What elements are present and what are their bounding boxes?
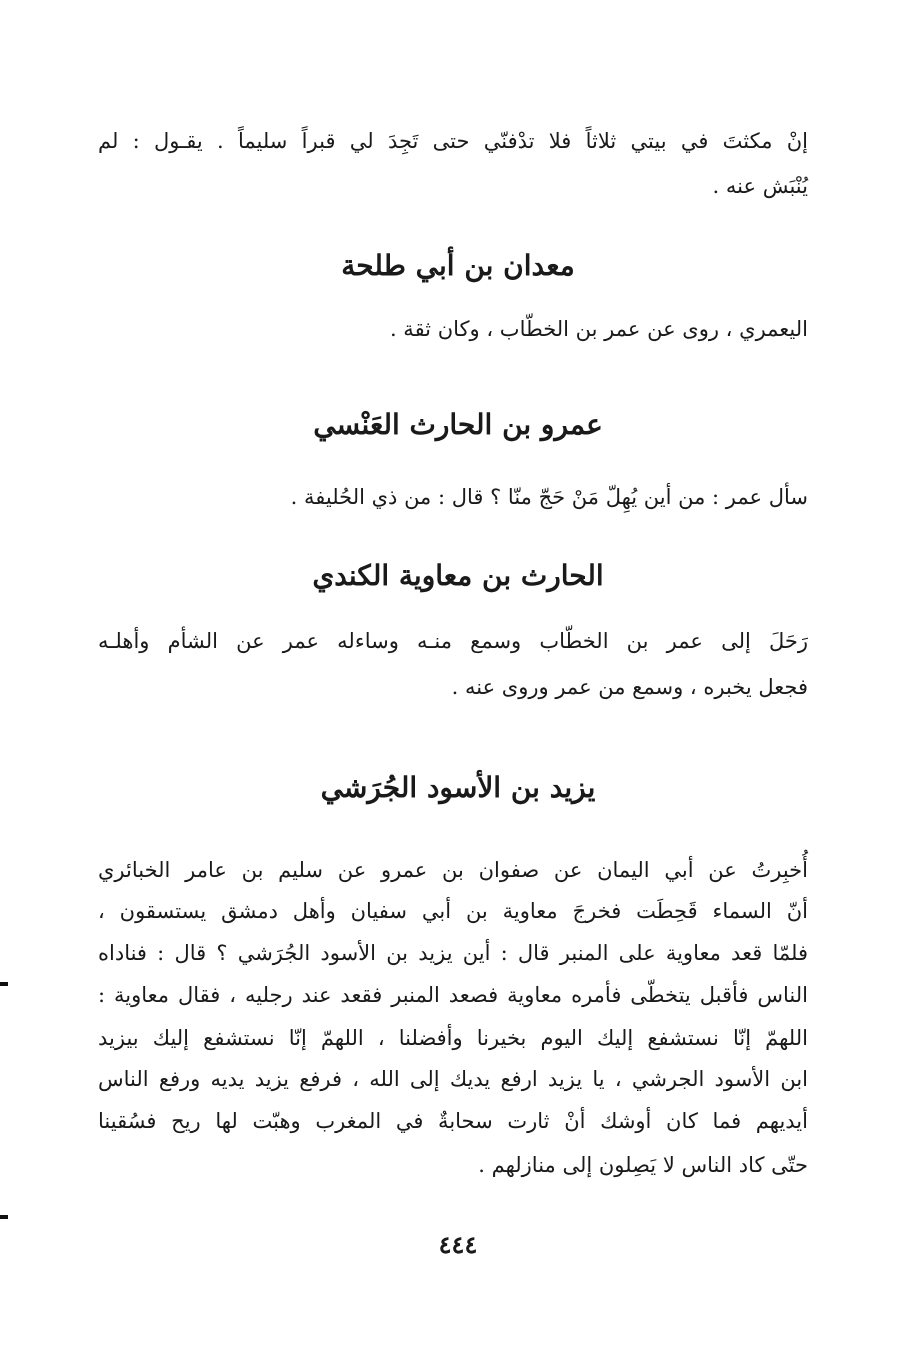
body-line: أيديهم فما كان أوشك أنْ ثارت سحابةٌ في المغرب وهبّت لها ريح فسُقينا (98, 1109, 808, 1133)
scan-margin-mark (0, 982, 8, 986)
page-number: ٤٤٤ (438, 1230, 478, 1259)
scan-margin-mark (0, 1215, 8, 1219)
body-line: سأل عمر : من أين يُهِلّ مَنْ حَجّ منّا ؟ قال : من ذي الحُليفة . (290, 485, 808, 509)
entry-heading: عمرو بن الحارث العَنْسي (313, 408, 603, 441)
body-line: أُخبِرتُ عن أبي اليمان عن صفوان بن عمرو عن سليم بن عامر الخبائري (98, 858, 808, 882)
body-line: اللهمّ إنّا نستشفع إليك اليوم بخيرنا وأفضلنا ، اللهمّ إنّا نستشفع إليك بيزيد (98, 1026, 808, 1050)
body-line: اليعمري ، روى عن عمر بن الخطّاب ، وكان ثقة . (389, 317, 808, 341)
entry-heading: معدان بن أبي طلحة (341, 249, 575, 282)
body-line: فجعل يخبره ، وسمع من عمر وروى عنه . (451, 675, 808, 699)
entry-heading: الحارث بن معاوية الكندي (312, 559, 604, 592)
body-line: أنّ السماء قَحِطَت فخرجَ معاوية بن أبي سفيان وأهل دمشق يستسقون ، (98, 899, 808, 923)
entry-heading: يزيد بن الأسود الجُرَشي (320, 771, 596, 804)
body-line: يُنْبَش عنه . (712, 174, 808, 198)
body-line: الناس فأقبل يتخطّى فأمره معاوية فصعد المنبر فقعد عند رجليه ، فقال معاوية : (98, 983, 808, 1007)
body-line: إنْ مكثتَ في بيتي ثلاثاً فلا تدْفنّي حتى تَجِدَ لي قبراً سليماً . يقـول : لم (98, 129, 808, 153)
body-line: ابن الأسود الجرشي ، يا يزيد ارفع يديك إلى الله ، فرفع يزيد يديه ورفع الناس (98, 1067, 808, 1091)
body-line: فلمّا قعد معاوية على المنبر قال : أين يزيد بن الأسود الجُرَشي ؟ قال : فناداه (98, 941, 808, 965)
body-line: حتّى كاد الناس لا يَصِلون إلى منازلهم . (478, 1153, 808, 1177)
body-line: رَحَلَ إلى عمر بن الخطّاب وسمع منـه وساءله عمر عن الشأم وأهلـه (98, 629, 809, 653)
